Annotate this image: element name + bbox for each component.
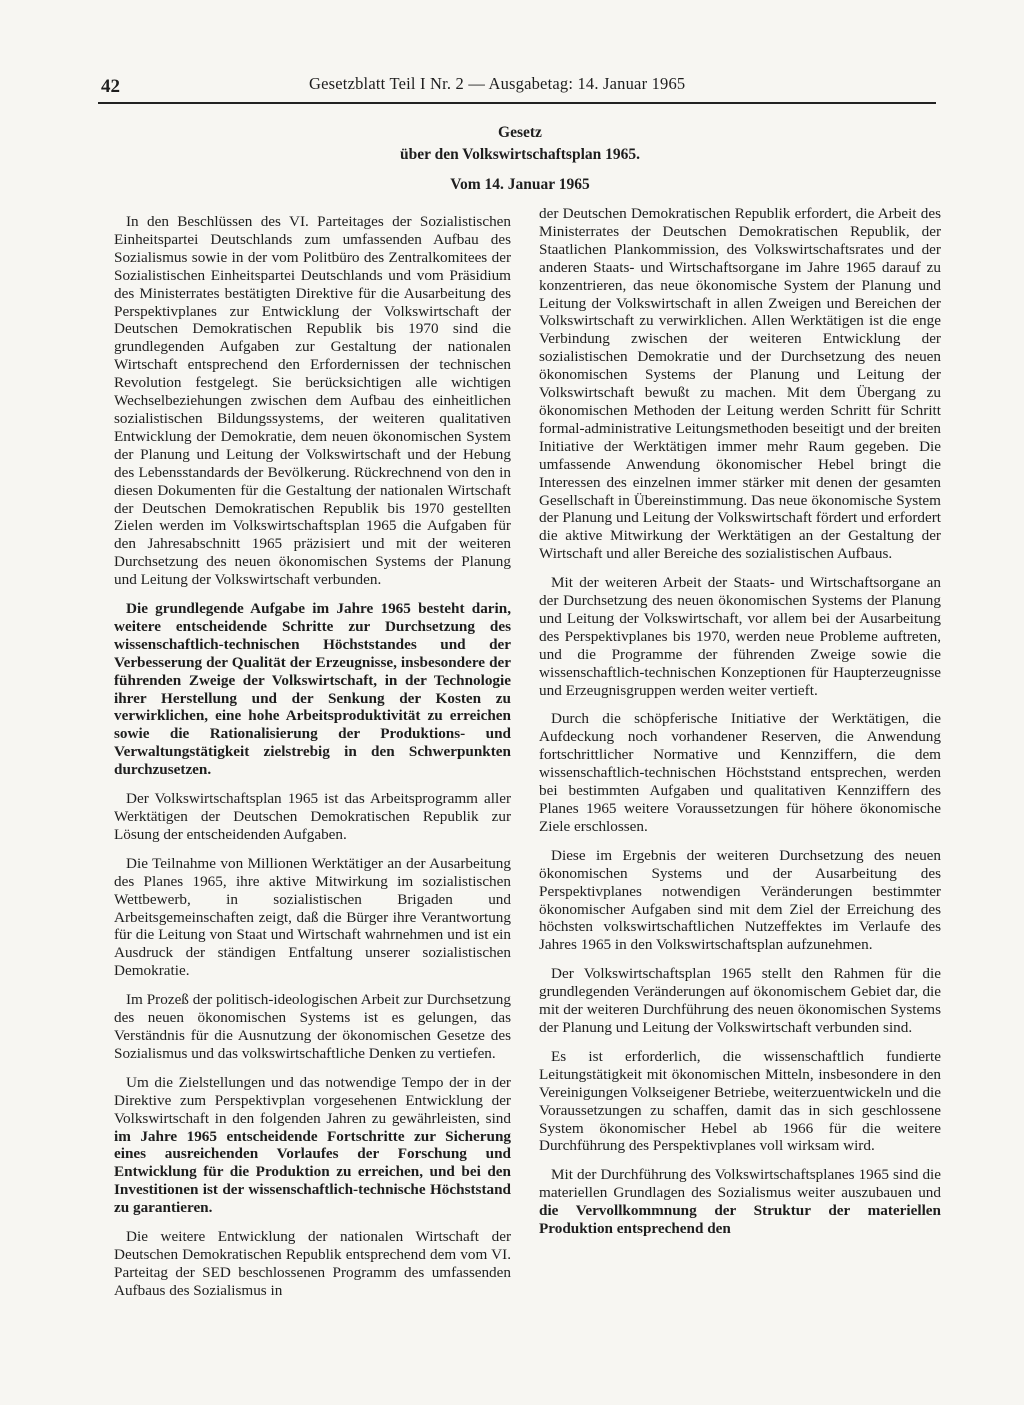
header-rule xyxy=(98,102,936,104)
paragraph: Durch die schöpferische Initiative der Werktätigen, die Aufdeckung noch vorhandener Reserven, die Anwendung fortschrittlicher Normative und Kennziffern, die dem wissenschaftlich-technischen Höchststand entsprechen, werden bei bestimmten Aufgaben und qualitativen Kennziffern des Planes 1965 weitere Voraussetzungen für höhere ökonomische Ziele erschlossen. xyxy=(539,710,941,835)
law-title: Gesetz xyxy=(498,124,542,141)
page-number: 42 xyxy=(101,76,120,97)
page-header xyxy=(98,72,938,104)
paragraph xyxy=(114,1074,511,1217)
right-column xyxy=(539,205,941,1238)
paragraph-text: Mit der Durchführung des Volkswirtschaftsplanes 1965 sind die materiellen Grundlagen des Sozialismus weiter auszubauen und xyxy=(539,1166,941,1202)
running-head: Gesetzblatt Teil I Nr. 2 — Ausgabetag: 14. Januar 1965 xyxy=(309,74,686,93)
paragraph: Die Teilnahme von Millionen Werktätiger an der Ausarbeitung des Planes 1965, ihre aktive Mitwirkung im sozialistischen Wettbewerb, in sozialistischen Brigaden und Arbeitsgemeinschaften zeigt, daß die Bürger ihre Verantwortung für die Leitung von Staat und Wirtschaft wahrnehmen und ist ein Ausdruck der ständigen Entfaltung unserer sozialistischen Demokratie. xyxy=(114,854,511,980)
paragraph: Die weitere Entwicklung der nationalen Wirtschaft der Deutschen Demokratischen Republik entsprechend dem vom VI. Parteitag der SED beschlossenen Programm des umfassenden Aufbaus des Sozialismus in xyxy=(114,1228,511,1299)
paragraph: Im Prozeß der politisch-ideologischen Arbeit zur Durchsetzung des neuen ökonomischen Systems ist es gelungen, das Verständnis für die Ausnutzung der ökonomischen Gesetze des Sozialismus und das volkswirtschaftliche Denken zu vertiefen. xyxy=(114,991,511,1062)
paragraph-bold-text: die Vervollkommnung der Struktur der materiellen Produktion entsprechend den xyxy=(539,1202,941,1238)
paragraph: Es ist erforderlich, die wissenschaftlich fundierte Leitungstätigkeit mit ökonomischen Mitteln, insbesondere in den Vereinigungen Volkseigener Betriebe, weiterzuentwickeln und die Voraussetzungen zu schaffen, damit das in sich geschlossene System ökonomischer Hebel ab 1966 für die weitere Durchführung des Perspektivplanes voll wirksam wird. xyxy=(539,1047,941,1155)
paragraph: Der Volkswirtschaftsplan 1965 ist das Arbeitsprogramm aller Werktätigen der Deutschen Demokratischen Republik zur Lösung der entscheidenden Aufgaben. xyxy=(114,790,511,843)
paragraph: In den Beschlüssen des VI. Parteitages der Sozialistischen Einheitspartei Deutschlands zum umfassenden Aufbau des Sozialismus sowie in der vom Politbüro des Zentralkomitees der Sozialistischen Einheitspartei Deutschlands und vom Präsidium des Ministerrates bestätigten Direktive für die Ausarbeitung des Perspektivplanes zur Entwicklung der Volkswirtschaft der Deutschen Demokratischen Republik bis 1970 sind die grundlegenden Aufgaben zur Gestaltung der nationalen Wirtschaft entsprechend den Erfordernissen der technischen Revolution festgelegt. Sie berücksichtigen alle wichtigen Wechselbeziehungen zwischen dem Aufbau des einheitlichen sozialistischen Bildungssystems, der weiteren qualitativen Entwicklung der Demokratie, dem neuen ökonomischen System der Planung und Leitung der Volkswirtschaft und der Hebung des Lebensstandards der Bevölkerung. Rückrechnend von den in diesen Dokumenten für die Gestaltung der nationalen Wirtschaft der Deutschen Demokratischen Republik bis 1970 gestellten Zielen werden im Volkswirtschaftsplan 1965 die Aufgaben für den Jahresabschnitt 1965 präzisiert und mit der weiteren Durchsetzung des neuen ökonomischen Systems der Planung und Leitung der Volkswirtschaft verbunden. xyxy=(114,213,511,589)
paragraph xyxy=(539,1166,941,1238)
law-date: Vom 14. Januar 1965 xyxy=(450,176,590,193)
paragraph-bold-text: im Jahre 1965 entscheidende Fortschritte zur Sicherung eines ausreichenden Vorlaufes der Forschung und Entwicklung für die Produktion zu erreichen, und bei den Investitionen ist der wissenschaftlich-technische Höchststand zu garantieren. xyxy=(114,1127,511,1217)
law-title-block xyxy=(300,122,740,194)
left-column xyxy=(114,213,511,1300)
paragraph-bold: Die grundlegende Aufgabe im Jahre 1965 besteht darin, weitere entscheidende Schritte zur Durchsetzung des wissenschaftlich-technischen Höchststandes und der Verbesserung der Qualität der Erzeugnisse, insbesondere der führenden Zweige der Volkswirtschaft, in der Technologie ihrer Herstellung und der Senkung der Kosten zu verwirklichen, eine hohe Arbeitsproduktivität zu erreichen sowie die Rationalisierung der Produktions- und Verwaltungstätigkeit zielstrebig in den Schwerpunkten durchzusetzen. xyxy=(114,600,511,779)
law-subtitle: über den Volkswirtschaftsplan 1965. xyxy=(399,146,640,163)
paragraph: Der Volkswirtschaftsplan 1965 stellt den Rahmen für die grundlegenden Veränderungen auf ökonomischem Gebiet dar, die mit der weiteren Durchführung des neuen ökonomischen Systems der Planung und Leitung der Volkswirtschaft verbunden sind. xyxy=(539,965,941,1036)
paragraph: der Deutschen Demokratischen Republik erfordert, die Arbeit des Ministerrates der Deutschen Demokratischen Republik, der Staatlichen Plankommission, des Volkswirtschaftsrates und der anderen Staats- und Wirtschaftsorgane im Jahre 1965 darauf zu konzentrieren, das neue ökonomische System der Planung und Leitung der Volkswirtschaft in allen Zweigen und Bereichen der Volkswirtschaft zu verwirklichen. Allen Werktätigen ist die enge Verbindung zwischen der weiteren Entwicklung der sozialistischen Demokratie und der Durchsetzung des neuen ökonomischen Systems der Planung und Leitung der Volkswirtschaft bewußt zu machen. Mit dem Übergang zu ökonomischen Methoden der Leitung werden Schritt für Schritt formal-administrative Leitungsmethoden beseitigt und der breiten Initiative der Werktätigen immer mehr Raum gegeben. Die umfassende Anwendung ökonomischer Hebel bringt die Interessen des einzelnen immer stärker mit denen der gesamten Gesellschaft in Übereinstimmung. Das neue ökonomische System der Planung und Leitung der Volkswirtschaft fördert und erfordert die aktive Mitwirkung der Werktätigen an der Gestaltung der Wirtschaft und aller Bereiche des sozialistischen Aufbaus. xyxy=(539,205,941,563)
paragraph-text: Um die Zielstellungen und das notwendige Tempo der in der Direktive zum Perspektivplan vorgesehenen Entwicklung der Volkswirtschaft in den folgenden Jahren zu gewährleisten, sind xyxy=(114,1073,511,1127)
paragraph: Mit der weiteren Arbeit der Staats- und Wirtschaftsorgane an der Durchsetzung des neuen ökonomischen Systems der Planung und Leitung der Volkswirtschaft, vor allem bei der Ausarbeitung des Perspektivplanes bis 1970, werden neue Probleme auftreten, und die Programme der führenden Zweige sowie die wissenschaftlich-technischen Konzeptionen für Haupterzeugnisse und Erzeugnisgruppen werden weiter vertieft. xyxy=(539,574,941,699)
paragraph: Diese im Ergebnis der weiteren Durchsetzung des neuen ökonomischen Systems und der Ausarbeitung des Perspektivplanes notwendigen Veränderungen bestimmter ökonomischer Aufgaben sind mit dem Ziel der Erreichung des höchsten volkswirtschaftlichen Nutzeffektes im Verlaufe des Jahres 1965 in den Volkswirtschaftsplan aufzunehmen. xyxy=(539,846,941,954)
